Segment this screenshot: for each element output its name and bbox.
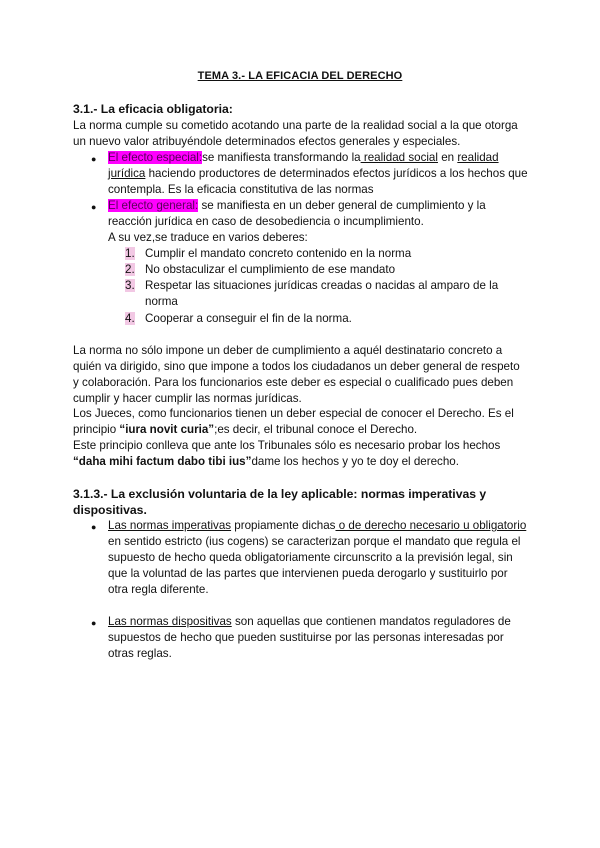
bullet-efecto-general: El efecto general: se manifiesta en un deber general de cumplimiento y la reacción jurídica en caso de desobediencia o incumplimiento. [108, 199, 486, 228]
list-item: Cooperar a conseguir el fin de la norma. [145, 312, 352, 325]
bullet-marker: ● [91, 618, 97, 628]
section-heading-exclusion: 3.1.3.- La exclusión voluntaria de la ley aplicable: normas imperativas y dispositivas. [73, 487, 487, 517]
intro-paragraph: La norma cumple su cometido acotando una parte de la realidad social a la que otorga un nuevo valor atribuyéndole determinados efectos generales y especiales. [73, 119, 518, 148]
bullet-efecto-especial: El efecto especial:se manifiesta transformando la realidad social en realidad jurídica haciendo productores de determinados efectos jurídicos a los hechos que contempla. Es la eficacia constitutiva de las normas [108, 151, 528, 196]
paragraph-principio: Este principio conlleva que ante los Tribunales sólo es necesario probar los hechos “daha mihi factum dabo tibi ius”dame los hechos y yo te doy el derecho. [73, 439, 501, 468]
section-heading-eficacia: 3.1.- La eficacia obligatoria: [73, 102, 233, 116]
deberes-intro: A su vez,se traduce en varios deberes: [108, 231, 308, 244]
bullet-marker: ● [91, 202, 97, 212]
list-item: Cumplir el mandato concreto contenido en la norma [145, 247, 412, 260]
list-item: Respetar las situaciones jurídicas creadas o nacidas al amparo de la norma [145, 279, 499, 308]
bullet-marker: ● [91, 522, 97, 532]
highlight-efecto-especial: El efecto especial: [108, 151, 203, 164]
paragraph-deber-general: La norma no sólo impone un deber de cumplimiento a aquél destinatario concreto a quién va dirigido, sino que impone a todos los ciudadanos un deber general de respeto y colaboración. Para los funcionarios este deber es especial o cualificado pues deben cumplir y hacer cumplir las normas jurídicas. [73, 344, 520, 405]
highlight-efecto-general: El efecto general: [108, 199, 199, 212]
list-number: 4. [125, 312, 135, 325]
bullet-normas-imperativas: Las normas imperativas propiamente dichas o de derecho necesario u obligatorio en sentido estricto (ius cogens) se caracterizan porque el mandato que regula el supuesto de hecho queda obligatoriamente circunscrito a la previsión legal, sin que la voluntad de las partes que intervienen pueda derogarlo y sustituirlo por otra regla diferente. [108, 519, 527, 596]
bullet-normas-dispositivas: Las normas dispositivas son aquellas que contienen mandatos reguladores de supuestos de hecho que pueden sustituirse por las personas interesadas por otras reglas. [108, 615, 511, 660]
page-title: TEMA 3.- LA EFICACIA DEL DERECHO [197, 70, 403, 82]
paragraph-jueces: Los Jueces, como funcionarios tienen un deber especial de conocer el Derecho. Es el principio “iura novit curia”;es decir, el tribunal conoce el Derecho. [73, 407, 514, 436]
bullet-marker: ● [91, 154, 97, 164]
list-number: 2. [125, 263, 135, 276]
list-number: 3. [125, 279, 135, 292]
list-number: 1. [125, 247, 135, 260]
list-item: No obstaculizar el cumplimiento de ese mandato [145, 263, 396, 276]
